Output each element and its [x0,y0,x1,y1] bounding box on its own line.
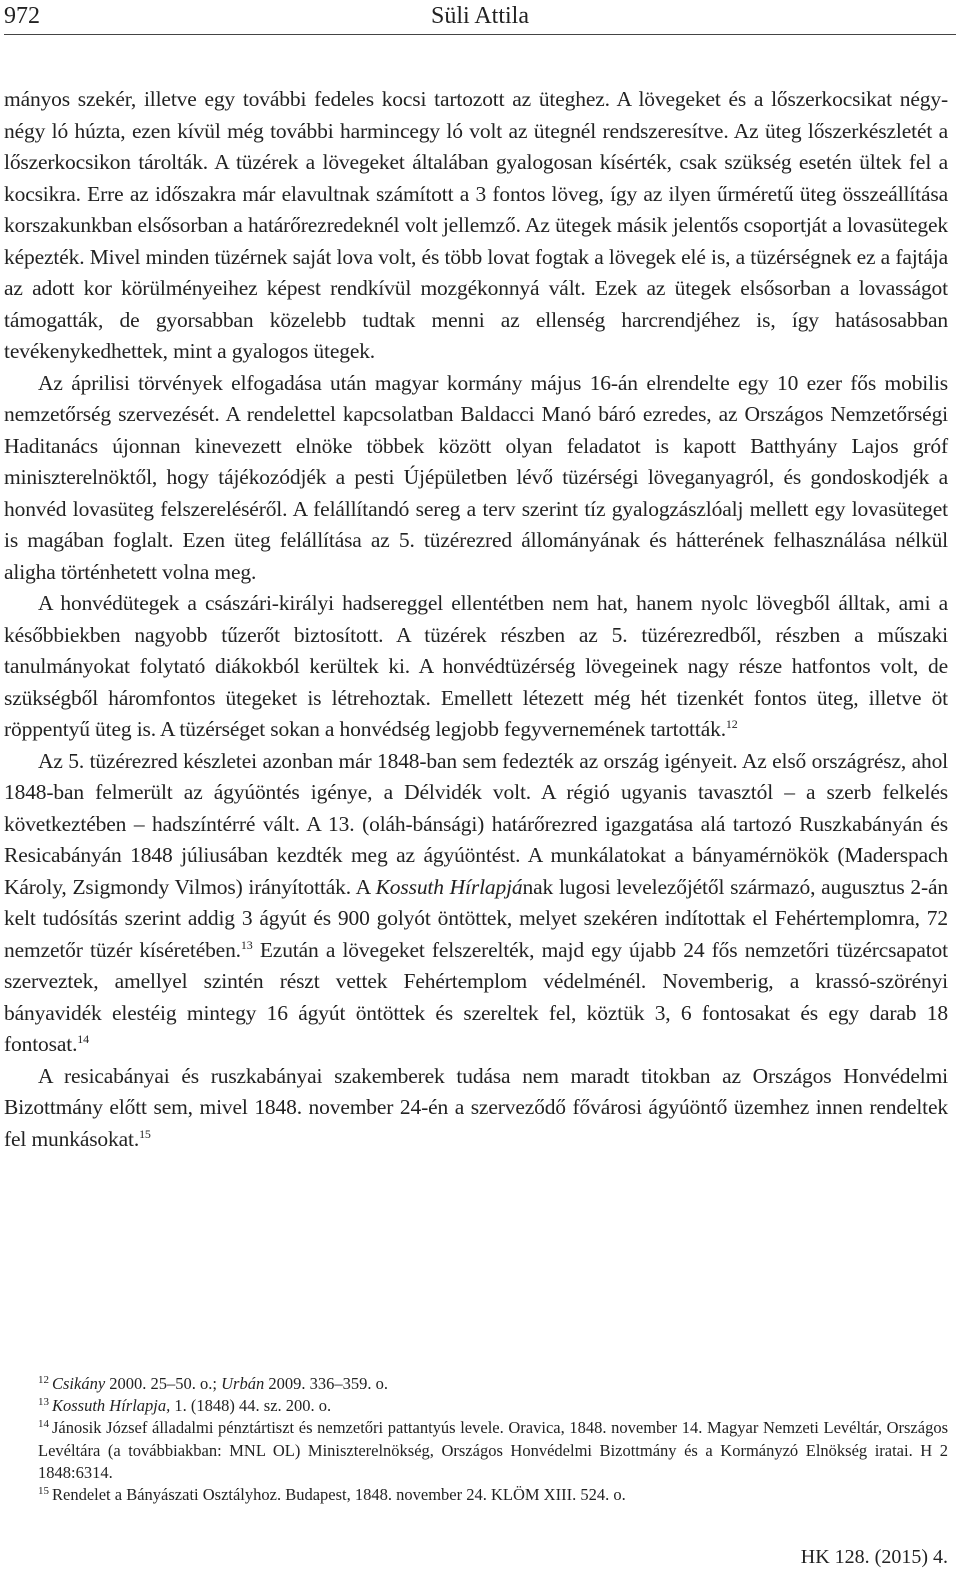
footnote [4,1395,948,1417]
text-run: 2009. 336–359. o. [264,1374,388,1393]
paragraph [4,1061,948,1156]
text-run: mányos szekér, illetve egy további fedeles kocsi tartozott az üteghez. A lövegeket és a lőszerkocsikat négy-négy ló húzta, ezen kívül még további harmincegy ló volt az ütegnél rendszeresítve. Az üteg lőszerkészletét a lőszerkocsikon tárolták. A tüzérek a lövegeket általában gyalogosan kísérték, csak szükség esetén ültek fel a kocsikra. Erre az időszakra már elavultnak számított a 3 fontos löveg, így az ilyen űrméretű üteg összeállítása korszakunkban elsősorban a határőrezredeknél volt jellemző. Az ütegek másik jelentős csoportját a lovasütegek képezték. Mivel minden tüzérnek saját lova volt, és több lovat fogtak a lövegek elé is, a tüzérségnek ez a fajtája az adott kor körülményeihez képest rendkívül mozgékonnyá vált. Ezek az ütegek elsősorban a lovasságot támogatták, de gyorsabban közelebb tudtak menni az ellenség harcrendjéhez is, így hatásosabban tevékenykedhettek, mint a gyalogos ütegek. [4,87,948,363]
text-run: Rendelet a Bányászati Osztályhoz. Budapest, 1848. november 24. KLÖM XIII. 524. o. [52,1485,626,1505]
footnote-number: 14 [38,1417,49,1430]
journal-reference: HK 128. (2015) 4. [800,1546,948,1568]
italic-title: Csikány [52,1374,106,1393]
paragraph [4,368,948,589]
text-run: 2000. 25–50. o.; [105,1374,222,1393]
footnote-reference[interactable]: 12 [725,716,738,731]
footnote-number: 12 [38,1373,49,1386]
paragraph [4,84,948,368]
paragraph [4,746,948,1061]
text-run: Jánosik József álladalmi pénztártiszt és nemzetőri pattantyús levele. Oravica, 1848. november 14. Magyar Nemzeti Levéltár, Országos Levéltára (a továbbiakban: MNL OL) Miniszterelnökség, Országos Honvédelmi Bizottmány és a Kormányzó Elnökség iratai. H 2 1848:6314. [38,1418,948,1482]
footnote [4,1417,948,1484]
footnote-number: 13 [38,1395,49,1408]
text-run: A resicabányai és ruszkabányai szakemberek tudása nem maradt titokban az Országos Honvédelmi Bizottmány előtt sem, mivel 1848. november 24-én a szerveződő fővárosi ágyúöntő üzemhez innen rendeltek fel munkásokat. [4,1063,948,1151]
text-run: Az 5. tüzérezred készletei azonban már 1848-ban sem fedezték az ország igényeit. Az első országrész, ahol 1848-ban felmerült az ágyúöntés igénye, a Délvidék volt. A régió ugyanis tavasztól – a szerb felkelés következtében – hadszíntérré vált. A 13. (oláh-bánsági) határőrezred igazgatása alá tartozó Ruszkabányán és Resicabányán 1848 júliusában kezdték meg az ágyúöntést. A munkálatokat a bányamérnökök (Maderspach Károly, Zsigmondy Vilmos) irányították. A [4,748,948,899]
footnote [4,1484,948,1506]
italic-title: Kossuth Hírlapja, [52,1396,171,1416]
running-head-author: Süli Attila [430,3,529,29]
text-run: A honvédütegek a császári-királyi hadsereggel ellentétben nem hat, hanem nyolc lövegből álltak, ami a későbbiekben nagyobb tűzerőt biztosított. A tüzérek részben az 5. tüzérezredből, részben a műszaki tanulmányokat folytató diákokból kerültek ki. A honvédtüzérség lövegeinek nagy része hatfontos volt, de szükségből háromfontos ütegeket is létrehoztak. Emellett létezett még hét tizenkét fontos üteg, illetve öt röppentyű üteg is. A tüzérséget sokan a honvédség legjobb fegyvernemének tartották. [4,591,948,741]
text-run: nak lugosi levelezőjétől származó, augusztus 2-án kelt tudósítás szerint addig 3 ágyút és 900 golyót öntöttek, melyet szekéren indítottak el Fehértemplomra, 72 nemzetőr tüzér kíséretében. [4,874,948,962]
text-run: 1. (1848) 44. sz. 200. o. [170,1396,332,1416]
page-header [4,0,956,35]
footnote-reference[interactable]: 14 [77,1031,89,1046]
footnotes [4,1373,948,1506]
text-run: Az áprilisi törvények elfogadása után magyar kormány május 16-án elrendelte egy 10 ezer fős mobilis nemzetőrség szervezését. A rendelettel kapcsolatban Baldacci Manó báró ezredes, az Országos Nemzetőrségi Haditanács újonnan kinevezett elnöke többek között olyan feladatot is kapott Batthyány Lajos gróf miniszterelnöktől, hogy tájékozódjék a pesti Újépületben lévő tüzérségi löveganyagról, és gondoskodjék a honvéd lovasüteg felszereléséről. A felállítandó sereg a terv szerint tíz gyalogzászlóalj mellett egy lovasüteget is magában foglalt. Ezen üteg felállítása az 5. tüzérezred állományának és hátterének felhasználása nélkül aligha történhetett volna meg. [4,370,948,584]
italic-title: Kossuth Hírlapjá [375,874,523,899]
paragraph [4,588,948,746]
footnote-reference[interactable]: 15 [139,1126,151,1141]
body-text [4,84,948,1155]
italic-title: Urbán [221,1374,265,1393]
page-number: 972 [4,3,40,29]
footnote-number: 15 [38,1484,49,1497]
text-run: Ezután a lövegeket felszerelték, majd egy újabb 24 fős nemzetőri tüzércsapatot szerveztek, amellyel szintén részt vettek Fehértemplom védelménél. Novemberig, a krassó-szörényi bányavidék elestéig mintegy 16 ágyút öntöttek és szereltek fel, köztük 3, 6 fontosakat és egy darab 18 fontosat. [4,937,948,1056]
footnote [4,1373,948,1395]
footnote-reference[interactable]: 13 [240,937,253,952]
